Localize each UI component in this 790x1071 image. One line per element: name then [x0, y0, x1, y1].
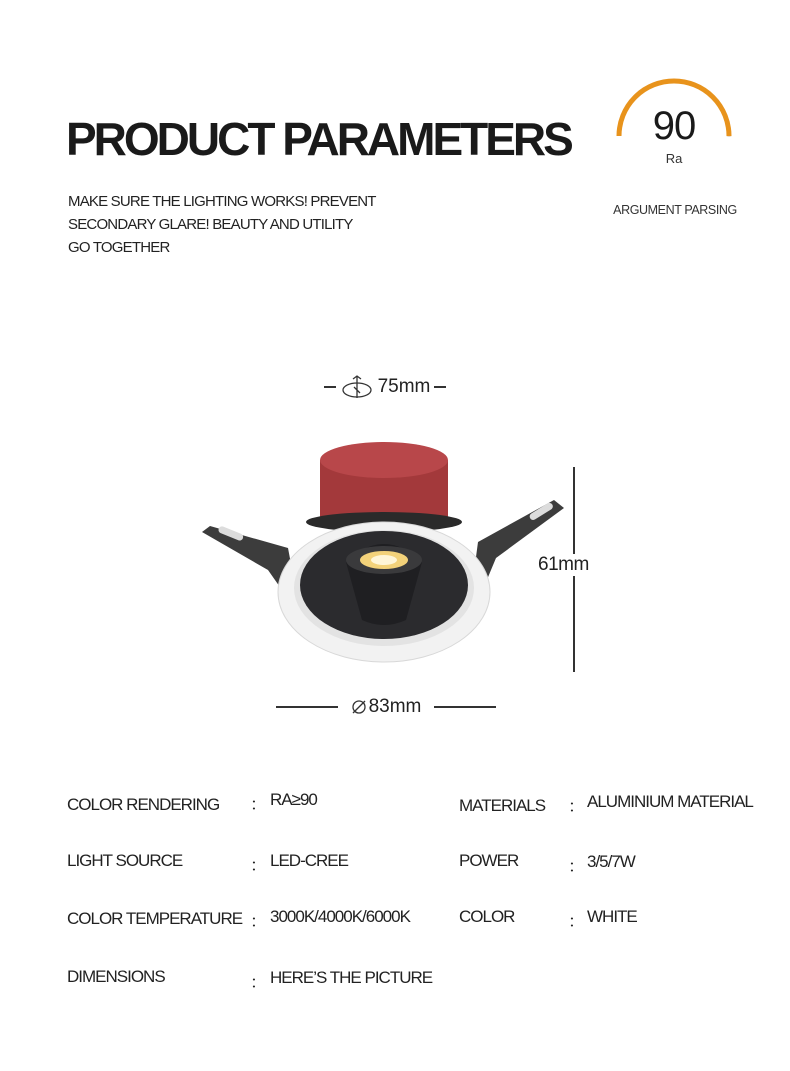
- spec-value-dimensions: HERE’S THE PICTURE: [270, 968, 433, 987]
- spec-colon: ：: [568, 797, 584, 816]
- spec-colon: ：: [250, 795, 266, 814]
- spec-label-color-rendering: COLOR RENDERING: [67, 795, 220, 814]
- spec-label-color-temperature: COLOR TEMPERATURE: [67, 909, 243, 928]
- diameter-label: [351, 696, 422, 718]
- cutout-dimension: [300, 373, 470, 401]
- spec-value-power: 3/5/7W: [587, 852, 635, 871]
- spec-label-color: COLOR: [459, 907, 515, 926]
- spec-colon: ：: [250, 973, 266, 992]
- spec-label-materials: MATERIALS: [459, 796, 546, 815]
- diameter-icon: [351, 699, 367, 715]
- spec-value-color-rendering: RA≥90: [270, 790, 317, 809]
- dimension-line: [276, 706, 338, 708]
- downlight-illustration: [196, 430, 576, 680]
- ceiling-hole-icon: [340, 373, 374, 401]
- diameter-value: 83mm: [368, 696, 422, 717]
- subtitle-line: GO TOGETHER: [68, 239, 170, 256]
- page-title: PRODUCT PARAMETERS: [66, 113, 571, 165]
- dimension-line: [434, 706, 496, 708]
- dimension-dash: [324, 386, 336, 388]
- spec-value-color: WHITE: [587, 907, 637, 926]
- cutout-value: 75mm: [377, 376, 431, 397]
- spec-value-light-source: LED-CREE: [270, 851, 348, 870]
- height-value: 61mm: [538, 554, 618, 576]
- spec-colon: ：: [568, 857, 584, 876]
- subtitle-line: MAKE SURE THE LIGHTING WORKS! PREVENT: [68, 193, 376, 210]
- ra-unit: Ra: [665, 151, 683, 166]
- ra-value: 90: [652, 104, 696, 148]
- dimension-dash: [434, 386, 446, 388]
- diameter-dimension: [276, 694, 496, 720]
- spec-colon: ：: [250, 856, 266, 875]
- ra-badge: [612, 74, 736, 198]
- spec-label-power: POWER: [459, 851, 519, 870]
- ra-caption: ARGUMENT PARSING: [613, 203, 737, 217]
- spec-colon: ：: [568, 912, 584, 931]
- spec-value-color-temperature: 3000K/4000K/6000K: [270, 907, 410, 926]
- spec-value-materials: ALUMINIUM MATERIAL: [587, 792, 753, 811]
- page-subtitle: [68, 190, 398, 259]
- spec-label-light-source: LIGHT SOURCE: [67, 851, 183, 870]
- spec-colon: ：: [250, 912, 266, 931]
- spec-label-dimensions: DIMENSIONS: [67, 967, 165, 986]
- subtitle-line: SECONDARY GLARE! BEAUTY AND UTILITY: [68, 216, 353, 233]
